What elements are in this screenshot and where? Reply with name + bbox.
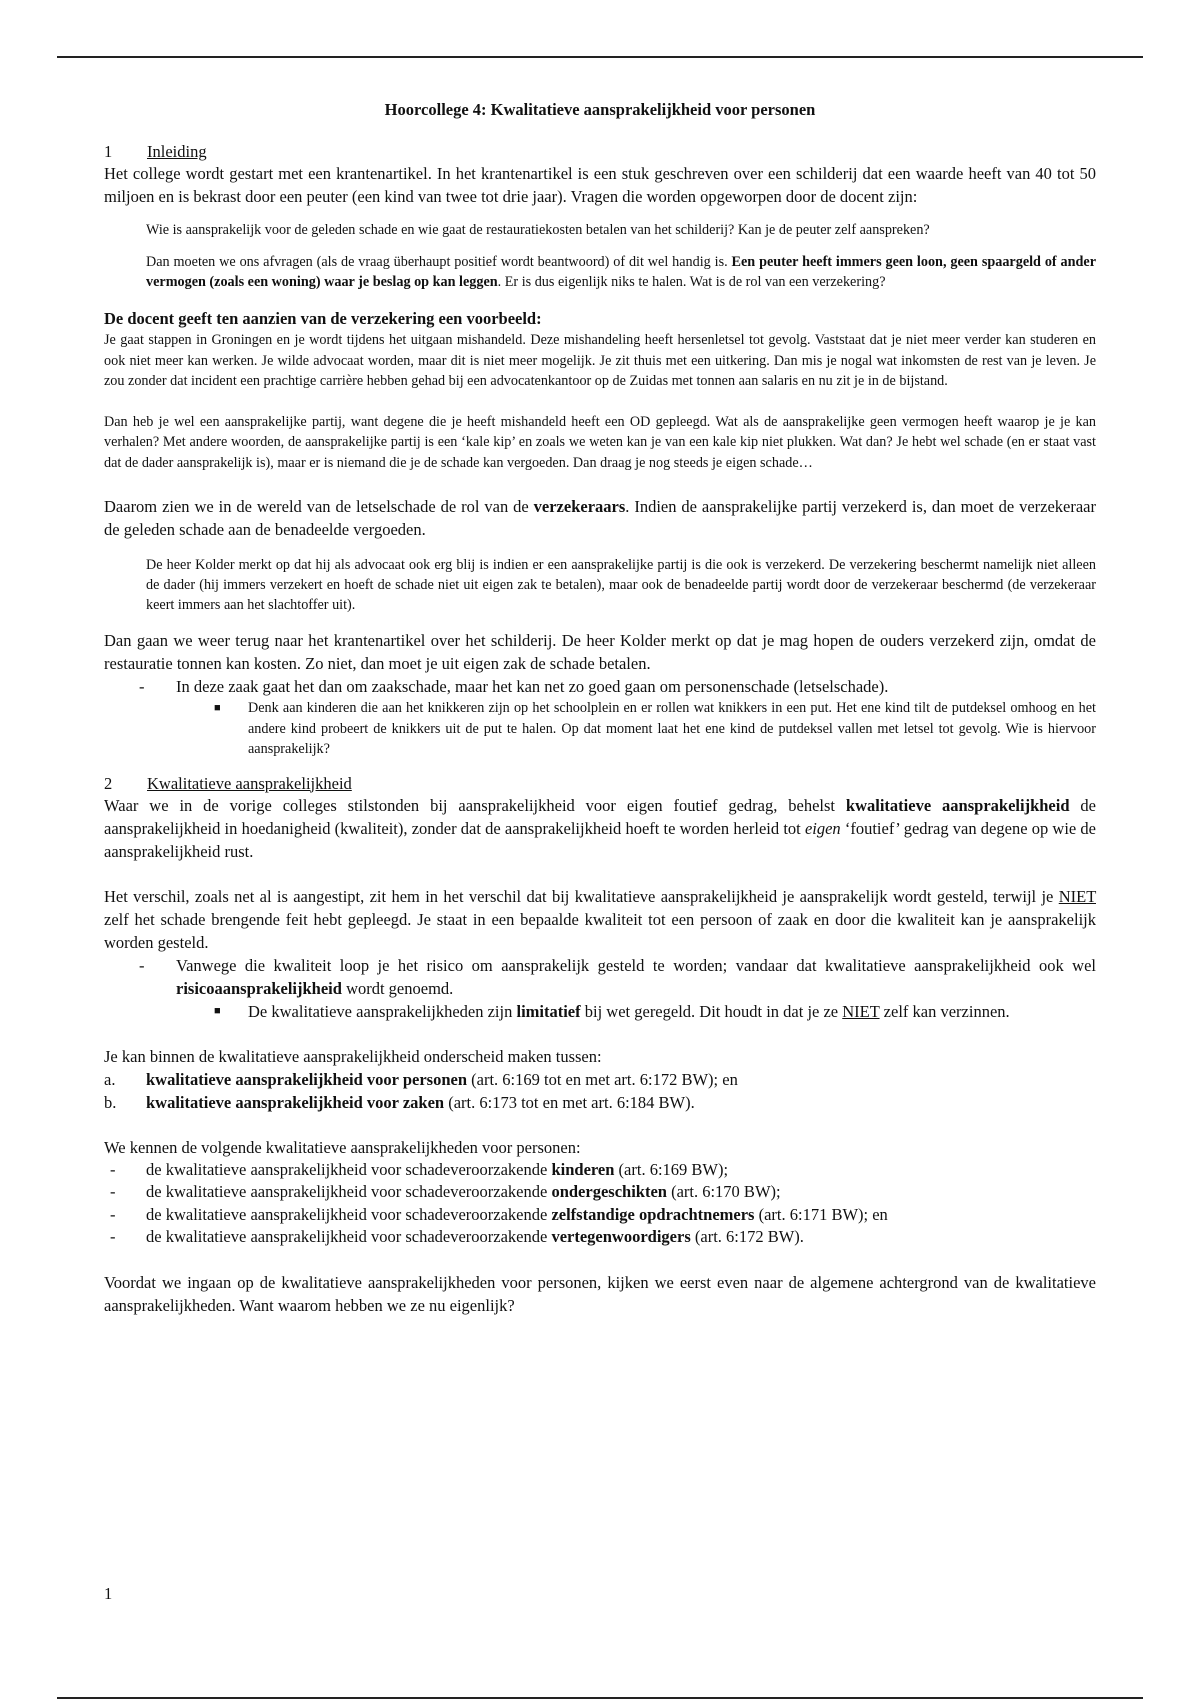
paragraph: Voordat we ingaan op de kwalitatieve aansprakelijkheden voor personen, kijken we eerst even naar de algemene achtergrond van de kwalitatieve aansprakelijkheden. Want waarom hebben we ze nu eigenlijk? bbox=[104, 1272, 1096, 1315]
list-item: ■ De kwalitatieve aansprakelijkheden zijn limitatief bij wet geregeld. Dit houdt in dat je ze NIET zelf kan verzinnen. bbox=[214, 1001, 1010, 1021]
subheading: De docent geeft ten aanzien van de verzekering een voorbeeld: bbox=[104, 309, 542, 328]
quote-paragraph: Dan moeten we ons afvragen (als de vraag überhaupt positief wordt beantwoord) of dit wel handig is. Een peuter heeft immers geen loon, geen spaargeld of ander vermogen (zoals een woning) waar je beslag op kan leggen. Er is dus eigenlijk niks te halen. Wat is de rol van een verzekering? bbox=[146, 254, 1096, 290]
dash-bullet: - bbox=[139, 677, 145, 696]
document-page bbox=[104, 100, 1096, 1317]
paragraph: Het verschil, zoals net al is aangestipt, zit hem in het verschil dat bij kwalitatieve aansprakelijkheid je aansprakelijk wordt gesteld, terwijl je NIET zelf het schade brengende feit hebt gepleegd. Je staat in een bepaalde kwaliteit tot een persoon of zaak en door die kwaliteit kan je aansprakelijk worden gesteld. bbox=[104, 886, 1096, 952]
dash-bullet: - bbox=[110, 1182, 116, 1201]
list-item: b. kwalitatieve aansprakelijkheid voor zaken (art. 6:173 tot en met art. 6:184 BW). bbox=[104, 1092, 695, 1112]
document-title: Hoorcollege 4: Kwalitatieve aansprakelijkheid voor personen bbox=[384, 100, 816, 119]
bottom-rule bbox=[57, 1697, 1143, 1699]
section-number: 2 bbox=[104, 773, 113, 793]
paragraph: We kennen de volgende kwalitatieve aansprakelijkheden voor personen: bbox=[104, 1137, 581, 1157]
list-item: a. kwalitatieve aansprakelijkheid voor personen (art. 6:169 tot en met art. 6:172 BW); en bbox=[104, 1069, 738, 1089]
section-2-heading bbox=[104, 774, 1096, 794]
example-paragraph: Dan heb je wel een aansprakelijke partij, want degene die je heeft mishandeld heeft een OD gepleegd. Wat als de aansprakelijke geen vermogen heeft waarop je je kan verhalen? Met andere woorden, de aansprakelijke partij is een ‘kale kip’ en zoals we weten kan je van een kale kip niet plukken. Wat dan? Je hebt wel schade (en er staat vast dat de dader aansprakelijk is), maar er is niemand die je de schade kan vergoeden. Dan draag je nog steeds je eigen schade… bbox=[104, 413, 1096, 471]
example-paragraph: Je gaat stappen in Groningen en je wordt tijdens het uitgaan mishandeld. Deze mishandeling heeft hersenletsel tot gevolg. Vaststaat dat je niet meer verder kan studeren en ook niet meer kan werken. Je wilde advocaat worden, maar dit is niet meer mogelijk. Je zit thuis met een uitkering. Dan mis je nogal wat inkomsten de rest van je leven. Je zou zonder dat incident een prachtige carrière hebben gehad bij een advocatenkantoor op de Zuidas met tonnen aan salaris en nu zit je in de bijstand. bbox=[104, 332, 1096, 389]
list-item: - Vanwege die kwaliteit loop je het risico om aansprakelijk gesteld te worden; vandaar dat kwalitatieve aansprakelijkheid ook wel risicoaansprakelijkheid wordt genoemd. bbox=[139, 955, 1096, 998]
dash-bullet: - bbox=[110, 1227, 116, 1246]
list-letter: b. bbox=[104, 1092, 117, 1112]
page-number: 1 bbox=[104, 1584, 113, 1603]
dash-bullet: - bbox=[110, 1159, 116, 1179]
section-title: Kwalitatieve aansprakelijkheid bbox=[147, 773, 352, 793]
list-item: - de kwalitatieve aansprakelijkheid voor schadeveroorzakende zelfstandige opdrachtnemers (art. 6:171 BW); en bbox=[104, 1204, 1096, 1227]
paragraph: Je kan binnen de kwalitatieve aansprakelijkheid onderscheid maken tussen: bbox=[104, 1046, 602, 1066]
list-item: - de kwalitatieve aansprakelijkheid voor schadeveroorzakende kinderen (art. 6:169 BW); bbox=[104, 1159, 1096, 1182]
square-bullet: ■ bbox=[214, 702, 221, 714]
section-number: 1 bbox=[104, 142, 113, 161]
dash-bullet: - bbox=[139, 955, 145, 975]
paragraph: Daarom zien we in de wereld van de letselschade de rol van de verzekeraars. Indien de aansprakelijke partij verzekerd is, dan moet de verzekeraar de geleden schade aan de benadeelde vergoeden. bbox=[104, 497, 1097, 539]
quote-paragraph: De heer Kolder merkt op dat hij als advocaat ook erg blij is indien er een aansprakelijke partij is die ook is verzekerd. De verzekering beschermt namelijk niet alleen de dader (hij immers verzekert en hoeft de schade niet uit eigen zak te betalen), maar ook de benadeelde partij wordt door de verzekeraar beschermd (de verzekeraar keert immers aan het slachtoffer uit). bbox=[146, 557, 1096, 613]
paragraph: Dan gaan we weer terug naar het krantenartikel over het schilderij. De heer Kolder merkt op dat je mag hopen de ouders verzekerd zijn, omdat de restauratie tonnen kan kosten. Zo niet, dan moet je uit eigen zak de schade betalen. bbox=[104, 631, 1096, 673]
list-item: - de kwalitatieve aansprakelijkheid voor schadeveroorzakende vertegenwoordigers (art. 6:172 BW). bbox=[104, 1226, 1096, 1249]
dash-bullet: - bbox=[110, 1204, 116, 1224]
list-item: - de kwalitatieve aansprakelijkheid voor schadeveroorzakende ondergeschikten (art. 6:170 BW); bbox=[104, 1181, 1096, 1204]
quote-paragraph: Wie is aansprakelijk voor de geleden schade en wie gaat de restauratiekosten betalen van het schilderij? Kan je de peuter zelf aanspreken? bbox=[146, 222, 930, 238]
section-title: Inleiding bbox=[147, 142, 207, 161]
list-item: - In deze zaak gaat het dan om zaakschade, maar het kan net zo goed gaan om personenschade (letselschade). bbox=[139, 677, 889, 696]
list-letter: a. bbox=[104, 1069, 116, 1089]
top-rule bbox=[57, 56, 1143, 58]
paragraph: Het college wordt gestart met een krantenartikel. In het krantenartikel is een stuk geschreven over een schilderij dat een waarde heeft van 40 tot 50 miljoen en is bekrast door een peuter (een kind van twee tot drie jaar). Vragen die worden opgeworpen door de docent zijn: bbox=[104, 164, 1096, 206]
paragraph: Waar we in de vorige colleges stilstonden bij aansprakelijkheid voor eigen foutief gedrag, behelst kwalitatieve aansprakelijkheid de aansprakelijkheid in hoedanigheid (kwaliteit), zonder dat de aansprakelijkheid hoeft te worden herleid tot eigen ‘foutief’ gedrag van degene op wie de aansprakelijkheid rust. bbox=[104, 795, 1096, 861]
square-bullet: ■ bbox=[214, 1004, 221, 1017]
list-item: ■ Denk aan kinderen die aan het knikkeren zijn op het schoolplein en er rollen wat knikkers in een put. Het ene kind tilt de putdeksel omhoog en het andere kind probeert de knikkers uit de put te halen. Op dat moment laat het ene kind de putdeksel vallen met letsel tot gevolg. Wie is hiervoor aansprakelijk? bbox=[214, 700, 1096, 757]
section-1-heading bbox=[104, 142, 1096, 162]
